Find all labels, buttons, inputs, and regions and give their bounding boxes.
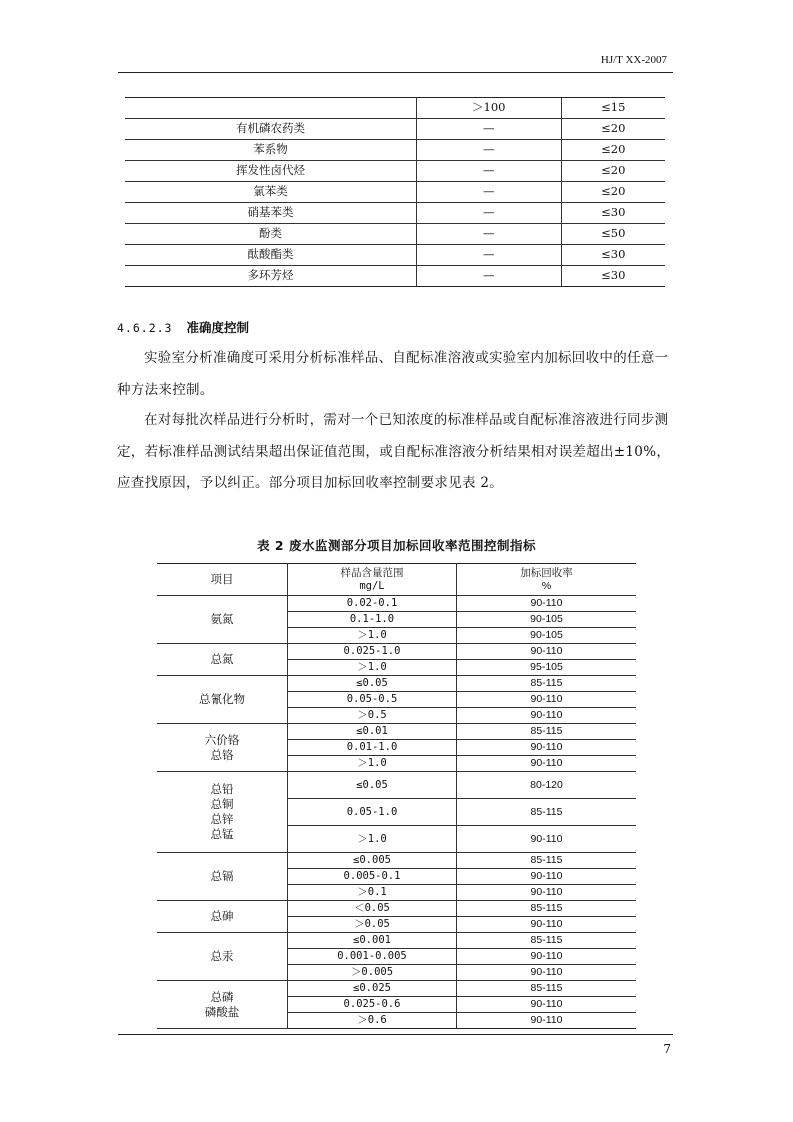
rate-cell: 85-115 (457, 901, 637, 917)
table-row (157, 724, 636, 740)
rate-cell: 80-120 (457, 772, 637, 799)
rate-cell: 85-115 (457, 853, 637, 869)
table-header-row (157, 564, 636, 596)
table-cell: — (417, 266, 562, 287)
table-row (157, 981, 636, 997)
item-name: 总磷 (210, 989, 234, 1004)
table-row (125, 203, 665, 224)
table-cell: 多环芳烃 (125, 266, 417, 287)
table-cell: ≤30 (561, 245, 665, 266)
table-cell (125, 98, 417, 119)
table-cell: ≤20 (561, 140, 665, 161)
table-row (125, 98, 665, 119)
range-cell: ＞0.1 (288, 885, 457, 901)
item-cell: 总砷 (157, 901, 288, 933)
range-cell: ＞0.6 (288, 1013, 457, 1029)
table-cell: — (417, 224, 562, 245)
item-name: 总铅 (210, 782, 234, 797)
rate-cell: 90-110 (457, 756, 637, 772)
rate-cell: 90-110 (457, 917, 637, 933)
rate-cell: 85-115 (457, 981, 637, 997)
table-cell: 酞酸酯类 (125, 245, 417, 266)
item-name: 总锌 (210, 812, 234, 826)
range-cell: 0.05-1.0 (288, 799, 457, 826)
rate-cell: 90-110 (457, 1013, 637, 1029)
range-cell: ≤0.005 (288, 853, 457, 869)
range-cell: 0.1-1.0 (288, 612, 457, 628)
table-row (125, 119, 665, 140)
section-heading (117, 318, 249, 336)
item-cell: 总汞 (157, 933, 288, 981)
table-cell: — (417, 245, 562, 266)
item-cell: 氨氮 (157, 596, 288, 644)
column-header-item: 项目 (157, 564, 288, 596)
rate-cell: 90-110 (457, 596, 637, 612)
item-cell: 总氰化物 (157, 676, 288, 724)
column-header-rate (457, 564, 637, 596)
table-cell: ≤20 (561, 182, 665, 203)
rate-cell: 90-110 (457, 885, 637, 901)
rate-cell: 90-110 (457, 869, 637, 885)
table-row (157, 644, 636, 660)
range-cell: ≤0.001 (288, 933, 457, 949)
header-unit: % (541, 579, 552, 592)
range-cell: 0.025-0.6 (288, 997, 457, 1013)
table-cell: 氯苯类 (125, 182, 417, 203)
table-row (157, 772, 636, 799)
rate-cell: 90-110 (457, 997, 637, 1013)
table-cell: — (417, 161, 562, 182)
table-row (125, 161, 665, 182)
table-cell: ＞100 (417, 98, 562, 119)
doc-code: HJ/T XX-2007 (600, 54, 667, 66)
range-cell: ＞0.5 (288, 708, 457, 724)
range-cell: ＜0.05 (288, 901, 457, 917)
header-unit: mg/L (359, 579, 385, 592)
table-row (125, 224, 665, 245)
rate-cell: 90-110 (457, 644, 637, 660)
table-cell: ≤20 (561, 119, 665, 140)
table-row (157, 933, 636, 949)
table-row (125, 182, 665, 203)
range-cell: 0.05-0.5 (288, 692, 457, 708)
range-cell: ≤0.01 (288, 724, 457, 740)
limits-table-continued (125, 97, 665, 287)
rate-cell: 85-115 (457, 799, 637, 826)
table-cell: — (417, 182, 562, 203)
table-cell: 硝基苯类 (125, 203, 417, 224)
item-cell (157, 981, 288, 1029)
header-line: 加标回收率 (520, 567, 573, 580)
body-paragraph: 实验室分析准确度可采用分析标准样品、自配标准溶液或实验室内加标回收中的任意一种方法来控制。 (117, 350, 669, 398)
table-cell: ≤15 (561, 98, 665, 119)
item-name: 总铬 (210, 747, 234, 762)
item-cell (157, 724, 288, 772)
table-cell: ≤30 (561, 203, 665, 224)
range-cell: ＞1.0 (288, 826, 457, 853)
section-title: 准确度控制 (186, 320, 249, 335)
rate-cell: 85-115 (457, 724, 637, 740)
range-cell: ≤0.05 (288, 772, 457, 799)
range-cell: ＞1.0 (288, 756, 457, 772)
body-paragraph: 在对每批次样品进行分析时，需对一个已知浓度的标准样品或自配标准溶液进行同步测定，若标准样品测试结果超出保证值范围，或自配标准溶液分析结果相对误差超出±10%，应查找原因，予以纠正。部分项目加标回收率控制要求见表 2。 (117, 412, 671, 491)
table-row (157, 676, 636, 692)
page-footer (118, 1034, 673, 1061)
table-cell: — (417, 119, 562, 140)
item-name: 磷酸盐 (204, 1004, 240, 1019)
range-cell: ＞1.0 (288, 628, 457, 644)
range-cell: 0.02-0.1 (288, 596, 457, 612)
table-cell: ≤30 (561, 266, 665, 287)
table-cell: 挥发性卤代烃 (125, 161, 417, 182)
rate-cell: 90-110 (457, 826, 637, 853)
range-cell: ≤0.025 (288, 981, 457, 997)
page-header (118, 50, 673, 73)
section-number: 4.6.2.3 (117, 321, 173, 335)
item-name: 总锰 (210, 826, 234, 841)
item-name: 六价铬 (204, 732, 240, 747)
item-cell: 总镉 (157, 853, 288, 901)
rate-cell: 85-115 (457, 676, 637, 692)
table-row (125, 266, 665, 287)
header-line: 样品含量范围 (340, 567, 404, 580)
table-cell: 酚类 (125, 224, 417, 245)
rate-cell: 90-110 (457, 740, 637, 756)
table-row (157, 901, 636, 917)
rate-cell: 90-110 (457, 708, 637, 724)
item-cell (157, 772, 288, 853)
table-cell: 苯系物 (125, 140, 417, 161)
recovery-rate-table (157, 563, 636, 1029)
table-cell: — (417, 203, 562, 224)
range-cell: 0.025-1.0 (288, 644, 457, 660)
rate-cell: 90-110 (457, 949, 637, 965)
rate-cell: 85-115 (457, 933, 637, 949)
range-cell: 0.005-0.1 (288, 869, 457, 885)
page-number: 7 (663, 1042, 671, 1056)
rate-cell: 95-105 (457, 660, 637, 676)
rate-cell: 90-105 (457, 628, 637, 644)
rate-cell: 90-110 (457, 692, 637, 708)
item-cell: 总氮 (157, 644, 288, 676)
range-cell: 0.01-1.0 (288, 740, 457, 756)
table-row (157, 853, 636, 869)
range-cell: 0.001-0.005 (288, 949, 457, 965)
range-cell: ＞0.005 (288, 965, 457, 981)
range-cell: ≤0.05 (288, 676, 457, 692)
table-caption: 表 2 废水监测部分项目加标回收率范围控制指标 (257, 538, 536, 553)
table-cell: ≤50 (561, 224, 665, 245)
table-cell: 有机磷农药类 (125, 119, 417, 140)
range-cell: ＞1.0 (288, 660, 457, 676)
rate-cell: 90-105 (457, 612, 637, 628)
table-row (125, 245, 665, 266)
item-name: 总铜 (210, 797, 234, 812)
column-header-range (288, 564, 457, 596)
table-cell: — (417, 140, 562, 161)
table-row (157, 596, 636, 612)
table-cell: ≤20 (561, 161, 665, 182)
range-cell: ＞0.05 (288, 917, 457, 933)
table-row (125, 140, 665, 161)
rate-cell: 90-110 (457, 965, 637, 981)
